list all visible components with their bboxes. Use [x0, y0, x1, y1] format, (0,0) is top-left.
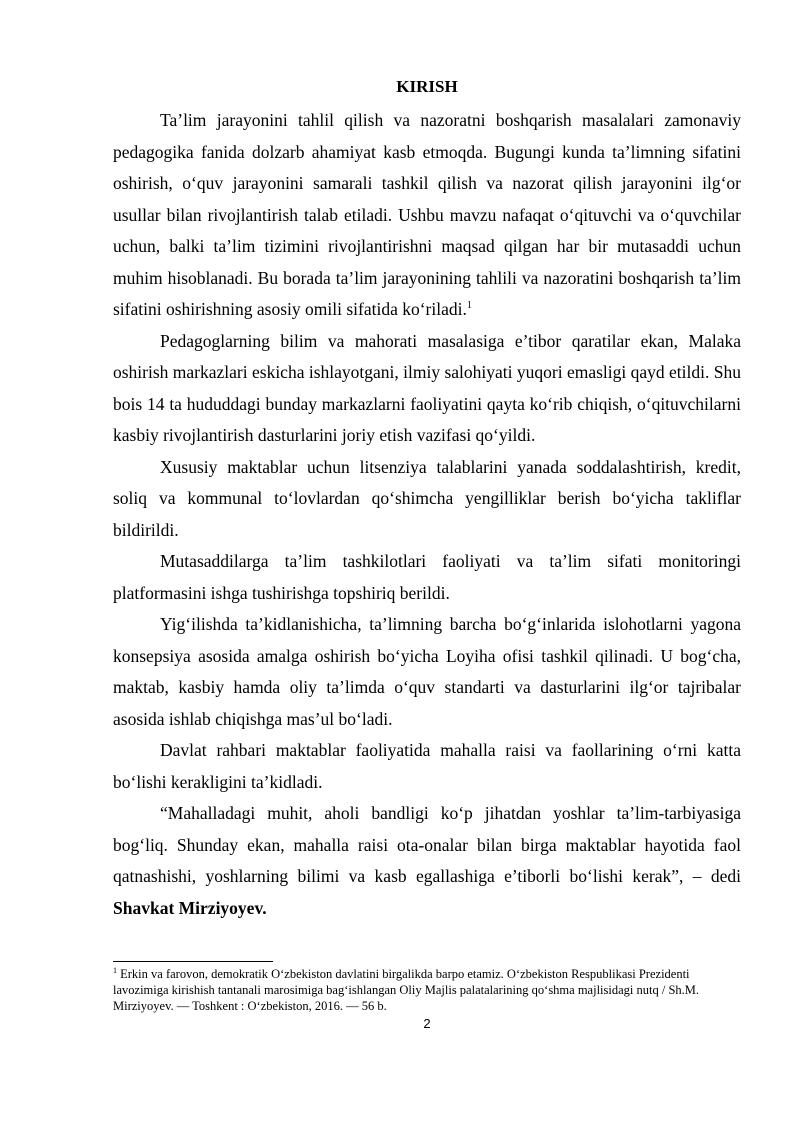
- paragraph-intro-text: Ta’lim jarayonini tahlil qilish va nazoratni boshqarish masalalari zamonaviy pedagogika fanida dolzarb ahamiyat kasb etmoqda. Bugungi kunda ta’limning sifatini oshirish, o‘quv jarayonini samarali tashkil qilish va nazorat qilish jarayonini ilg‘or usullar bilan rivojlantirish talab etiladi. Ushbu mavzu nafaqat o‘qituvchi va o‘quvchilar uchun, balki ta’lim tizimini rivojlantirishni maqsad qilgan har bir mutasaddi uchun muhim hisoblanadi. Bu borada ta’lim jarayonining tahlili va nazoratini boshqarish ta’lim sifatini oshirishning asosiy omili sifatida ko‘riladi.: [113, 110, 741, 319]
- footnote-text: Erkin va farovon, demokratik O‘zbekiston davlatini birgalikda barpo etamiz. O‘zbekiston Respublikasi Prezidenti lavozimiga kirishish tantanali marosimiga bag‘ishlangan Oliy Majlis palatalarining qo‘shma majlisidagi nutq / Sh.M. Mirziyoyev. — Toshkent : O‘zbekiston, 2016. — 56 b.: [113, 967, 700, 1013]
- footnote: [113, 966, 741, 1014]
- paragraph-intro: [113, 105, 741, 326]
- body-text: [113, 105, 741, 924]
- paragraph-monitoring: Mutasaddilarga ta’lim tashkilotlari faoliyati va ta’lim sifati monitoringi platformasini ishga tushirishga topshiriq berildi.: [113, 551, 741, 603]
- footnote-mark: 1: [113, 965, 117, 975]
- page-number: 2: [423, 1016, 431, 1031]
- footnote-reference[interactable]: 1: [466, 300, 472, 312]
- quote-author: Shavkat Mirziyoyev.: [113, 897, 267, 918]
- paragraph-private-schools: Xususiy maktablar uchun litsenziya talablarini yanada soddalashtirish, kredit, soliq va kommunal to‘lovlardan qo‘shimcha yengilliklar berish bo‘yicha takliflar bildirildi.: [113, 456, 741, 540]
- footnote-separator: [113, 961, 273, 962]
- paragraph-quote: [113, 798, 741, 924]
- paragraph-mahalla: Davlat rahbari maktablar faoliyatida mahalla raisi va faollarining o‘rni katta bo‘lishi kerakligini ta’kidladi.: [113, 740, 741, 792]
- paragraph-teachers: Pedagoglarning bilim va mahorati masalasiga e’tibor qaratilar ekan, Malaka oshirish markazlari eskicha ishlayotgani, ilmiy salohiyati yuqori emasligi qayd etildi. Shu bois 14 ta hududdagi bunday markazlarni faoliyatini qayta ko‘rib chiqish, o‘qituvchilarni kasbiy rivojlantirish dasturlarini joriy etish vazifasi qo‘yildi.: [113, 330, 741, 445]
- paragraph-project-office: Yig‘ilishda ta’kidlanishicha, ta’limning barcha bo‘g‘inlarida islohotlarni yagona konsepsiya asosida amalga oshirish bo‘yicha Loyiha ofisi tashkil qilinadi. U bog‘cha, maktab, kasbiy hamda oliy ta’limda o‘quv standarti va dasturlarini ilg‘or tajribalar asosida ishlab chiqishga mas’ul bo‘ladi.: [113, 614, 741, 729]
- quote-text: “Mahalladagi muhit, aholi bandligi ko‘p jihatdan yoshlar ta’lim-tarbiyasiga bog‘liq. Shunday ekan, mahalla raisi ota-onalar bilan birga maktablar hayotida faol qatnashishi, yoshlarning bilimi va kasb egallashiga e’tiborli bo‘lishi kerak”, – dedi: [113, 803, 741, 886]
- page-heading: KIRISH: [396, 77, 458, 96]
